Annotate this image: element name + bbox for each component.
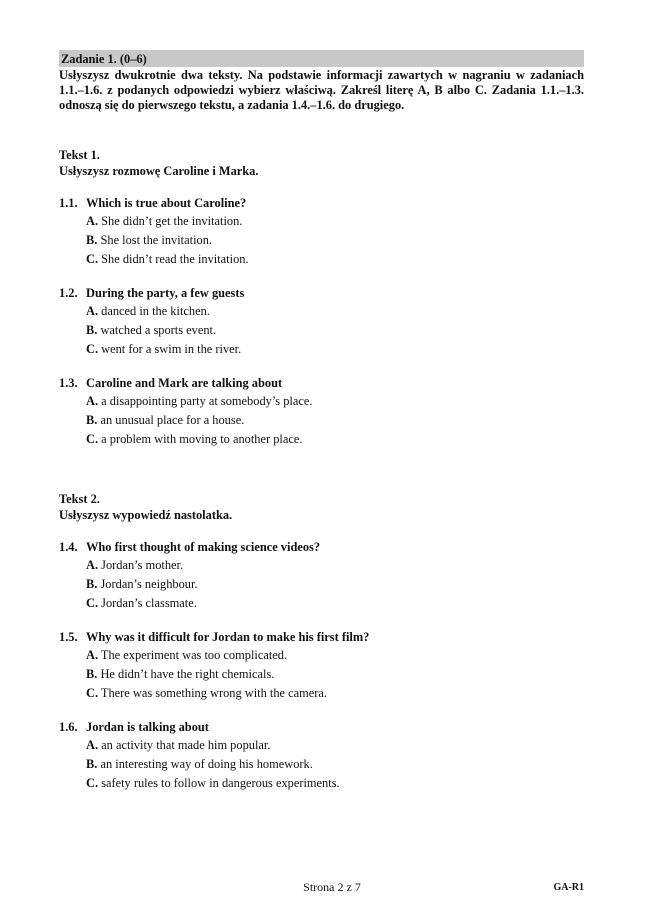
option-letter: C.: [86, 686, 99, 700]
question-number: 1.3.: [59, 376, 78, 390]
option-text: He didn’t have the right chemicals.: [100, 667, 275, 681]
text-2-subtitle: Usłyszysz wypowiedź nastolatka.: [59, 508, 233, 522]
option-text: Jordan’s neighbour.: [100, 577, 198, 591]
option-text: an interesting way of doing his homework.: [100, 757, 313, 771]
text-2-heading: [59, 491, 584, 523]
text-1-title: Tekst 1.: [59, 148, 100, 162]
answer-option-b[interactable]: [59, 755, 584, 774]
question-prompt: Why was it difficult for Jordan to make his first film?: [86, 630, 370, 644]
question-prompt: Caroline and Mark are talking about: [86, 376, 283, 390]
exam-page: [59, 50, 584, 793]
answer-option-c[interactable]: [59, 340, 584, 359]
question-1-1: [59, 194, 584, 269]
question-1-2: [59, 284, 584, 359]
answer-option-c[interactable]: [59, 430, 584, 449]
option-text: She lost the invitation.: [100, 233, 212, 247]
question-1-4: [59, 538, 584, 613]
answer-option-b[interactable]: [59, 231, 584, 250]
answer-option-b[interactable]: [59, 665, 584, 684]
option-text: There was something wrong with the camera.: [100, 686, 327, 700]
exam-code: GA-R1: [553, 882, 584, 893]
answer-option-a[interactable]: [59, 646, 584, 665]
answer-option-b[interactable]: [59, 321, 584, 340]
task-instructions: Usłyszysz dwukrotnie dwa teksty. Na podstawie informacji zawartych w nagraniu w zadaniach 1.1.–1.6. z podanych odpowiedzi wybierz właściwą. Zakreśl literę A, B albo C. Zadania 1.1.–1.3. odnoszą się do pierwszego tekstu, a zadania 1.4.–1.6. do drugiego.: [59, 68, 584, 112]
question-number: 1.1.: [59, 196, 78, 210]
option-letter: C.: [86, 596, 99, 610]
option-text: went for a swim in the river.: [101, 342, 242, 356]
answer-option-c[interactable]: [59, 594, 584, 613]
option-text: Jordan’s classmate.: [101, 596, 197, 610]
option-letter: C.: [86, 776, 99, 790]
option-letter: B.: [86, 413, 98, 427]
question-1-6: [59, 718, 584, 793]
question-prompt: Which is true about Caroline?: [86, 196, 247, 210]
answer-option-a[interactable]: [59, 736, 584, 755]
option-text: danced in the kitchen.: [101, 304, 210, 318]
option-text: an activity that made him popular.: [101, 738, 271, 752]
option-letter: A.: [86, 394, 99, 408]
question-number: 1.5.: [59, 630, 78, 644]
option-letter: C.: [86, 342, 99, 356]
text-1-heading: [59, 147, 584, 179]
question-number: 1.6.: [59, 720, 78, 734]
task-header: Zadanie 1. (0–6): [59, 50, 584, 67]
answer-option-a[interactable]: [59, 392, 584, 411]
option-text: She didn’t read the invitation.: [101, 252, 249, 266]
option-text: an unusual place for a house.: [100, 413, 245, 427]
option-letter: B.: [86, 757, 98, 771]
option-letter: A.: [86, 214, 99, 228]
answer-option-b[interactable]: [59, 575, 584, 594]
option-text: a disappointing party at somebody’s place.: [101, 394, 313, 408]
option-letter: B.: [86, 233, 98, 247]
question-prompt: Who first thought of making science videos?: [86, 540, 321, 554]
answer-option-c[interactable]: [59, 774, 584, 793]
question-number: 1.4.: [59, 540, 78, 554]
question-prompt: During the party, a few guests: [86, 286, 245, 300]
option-letter: A.: [86, 738, 99, 752]
answer-option-a[interactable]: [59, 556, 584, 575]
option-text: The experiment was too complicated.: [100, 648, 288, 662]
text-1-subtitle: Usłyszysz rozmowę Caroline i Marka.: [59, 164, 259, 178]
answer-option-c[interactable]: [59, 684, 584, 703]
question-number: 1.2.: [59, 286, 78, 300]
option-letter: B.: [86, 667, 98, 681]
question-1-3: [59, 374, 584, 449]
answer-option-c[interactable]: [59, 250, 584, 269]
page-number: Strona 2 z 7: [303, 880, 361, 894]
option-text: safety rules to follow in dangerous experiments.: [101, 776, 340, 790]
text-2-title: Tekst 2.: [59, 492, 100, 506]
option-letter: A.: [86, 558, 99, 572]
option-text: watched a sports event.: [100, 323, 217, 337]
option-letter: C.: [86, 432, 99, 446]
option-text: a problem with moving to another place.: [101, 432, 303, 446]
option-letter: A.: [86, 648, 99, 662]
question-prompt: Jordan is talking about: [86, 720, 209, 734]
option-letter: B.: [86, 577, 98, 591]
option-text: She didn’t get the invitation.: [101, 214, 243, 228]
option-letter: A.: [86, 304, 99, 318]
option-text: Jordan’s mother.: [101, 558, 184, 572]
question-1-5: [59, 628, 584, 703]
answer-option-a[interactable]: [59, 212, 584, 231]
option-letter: C.: [86, 252, 99, 266]
answer-option-a[interactable]: [59, 302, 584, 321]
answer-option-b[interactable]: [59, 411, 584, 430]
option-letter: B.: [86, 323, 98, 337]
